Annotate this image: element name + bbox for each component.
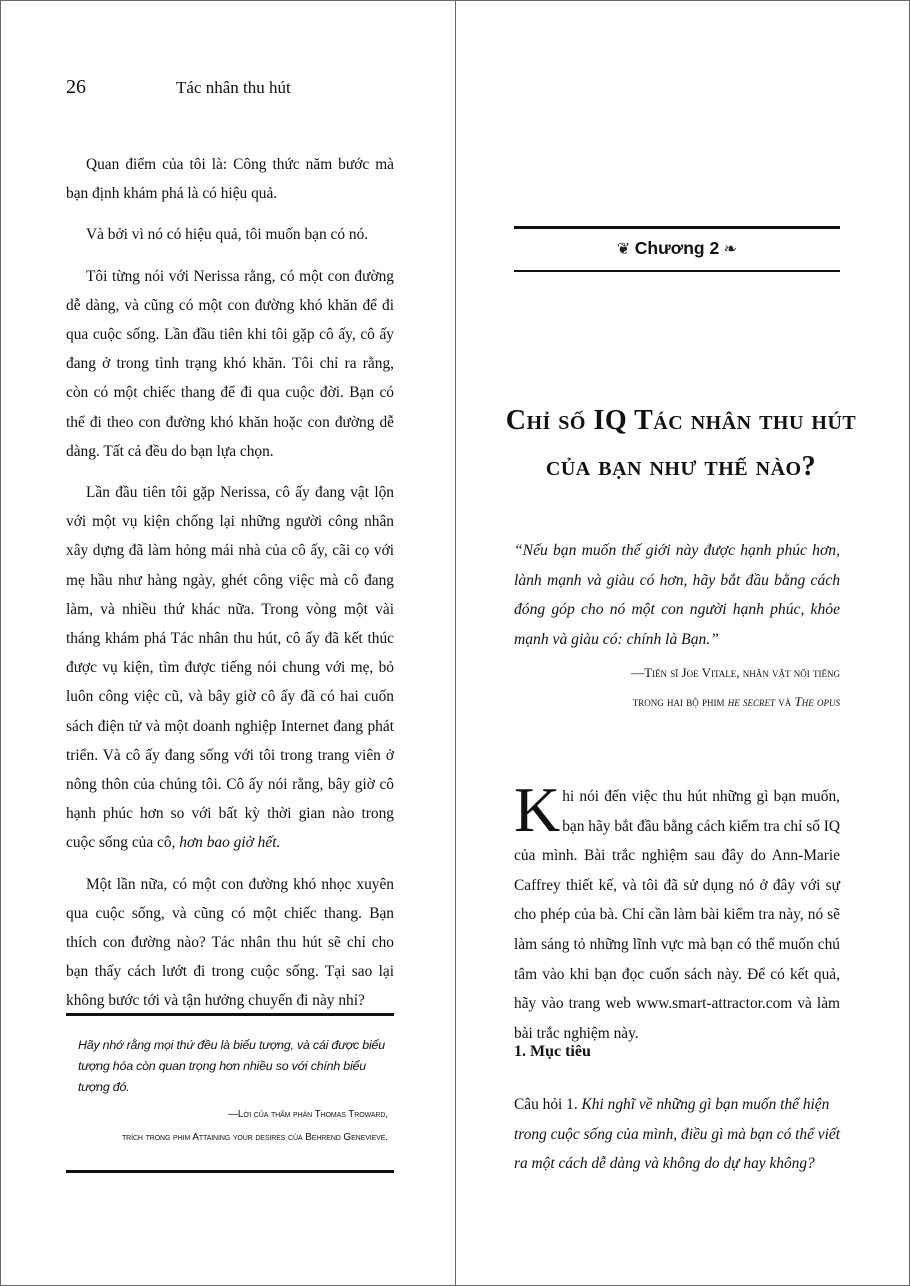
quote-attribution <box>122 1103 388 1149</box>
epigraph-attribution <box>631 658 840 716</box>
quote-rule-top <box>66 1013 394 1016</box>
body-paragraph: hi nói đến việc thu hút những gì bạn muốn, bạn hãy bắt đầu bằng cách kiểm tra chỉ số IQ của mình. Bài trắc nghiệm sau đây do Ann-Marie Caffrey thiết kế, và tôi đã sử dụng nó ở đây với sự cho phép của bà. Chỉ cần làm bài kiểm tra này, nó sẽ làm sáng tỏ những lĩnh vực mà bạn có thể muốn chú tâm vào khi bạn đọc cuốn sách này. Để có kết quả, hãy vào trang web www.smart-attractor.com và làm bài trắc nghiệm này. <box>514 788 841 1042</box>
film-title: The opus <box>794 694 840 709</box>
chapter-rule-top <box>514 226 840 229</box>
chapter-rule-bottom <box>514 270 840 272</box>
paragraph-emphasis: hơn bao giờ hết. <box>179 834 281 852</box>
ornament-right-icon: ❧ <box>719 241 738 258</box>
left-body-text <box>66 150 394 1028</box>
question-text: Khi nghĩ về những gì bạn muốn thể hiện trong cuộc sống của mình, điều gì mà bạn có thể viết ra một cách dễ dàng và không do dự hay không? <box>514 1096 840 1173</box>
question-1 <box>514 1090 840 1179</box>
paragraph: Một lần nữa, có một con đường khó nhọc xuyên qua cuộc sống, và cũng có một chiếc thang. Bạn thích con đường nào? Tác nhân thu hút sẽ chỉ cho bạn thấy cách lướt đi trong cuộc sống. Tại sao lại không bước tới và tận hưởng chuyến đi này nhỉ? <box>66 875 394 1010</box>
chapter-band <box>514 226 840 276</box>
running-title: Tác nhân thu hút <box>176 78 291 97</box>
attr-text: và <box>775 694 795 709</box>
chapter-label-text: Chương 2 <box>634 238 720 258</box>
paragraph: Tôi từng nói với Nerissa rằng, có một con đường dễ dàng, và cũng có một con đường khó khăn để đi qua cuộc sống. Lần đầu tiên khi tôi gặp cô ấy, cô ấy đang ở trong tình trạng khó khăn. Tôi chỉ ra rằng, còn có một chiếc thang để đi qua cuộc đời. Bạn có thể đi theo con đường khó khăn hoặc con đường dễ dàng. Tất cả đều do bạn lựa chọn. <box>66 267 394 460</box>
quote-attribution-line: trích trong phim Attaining your desires của Behrend Genevieve. <box>122 1132 388 1143</box>
chapter-title <box>496 398 866 490</box>
quote-attribution-line: —Lời của thẩm phán Thomas Troward, <box>228 1109 388 1120</box>
chapter-label <box>514 238 840 259</box>
quote-rule-bottom <box>66 1170 394 1173</box>
quote-text: Hãy nhớ rằng mọi thứ đều là biểu tượng, và cái được biểu tượng hóa còn quan trọng hơn nhiều so với chính biểu tượng đó. <box>78 1038 385 1094</box>
ornament-left-icon: ❦ <box>616 241 635 258</box>
attr-text: trong hai bộ phim <box>632 694 728 709</box>
epigraph-attribution-line <box>631 687 840 716</box>
epigraph: “Nếu bạn muốn thế giới này được hạnh phúc hơn, lành mạnh và giàu có hơn, hãy bắt đầu bằng cách đóng góp cho nó một con người hạnh phúc, khỏe mạnh và giàu có: chính là Bạn.” <box>514 542 840 648</box>
chapter-title-line: của bạn như thế nào? <box>545 451 817 482</box>
paragraph-text: Lần đầu tiên tôi gặp Nerissa, cô ấy đang vật lộn với một vụ kiện chống lại những người công nhân xây dựng đã làm hỏng mái nhà của cô ấy, cãi cọ với mẹ hầu như hàng ngày, ghét công việc mà cô đang làm, và nhiều thứ khác nữa. Trong vòng một vài tháng khám phá Tác nhân thu hút, cô ấy đã kết thúc được vụ kiện, tìm được tiếng nói chung với mẹ, bỏ luôn công việc cũ, và bây giờ cô ấy đã có hai cuốn sách điện tử và một doanh nghiệp Internet đang phát triển. Và cô ấy đang sống với tôi trong trang viên ở nông thôn của chúng tôi. Cô ấy nói rằng, bây giờ cô hạnh phúc hơn so với bất kỳ thời gian nào trong cuộc sống của cô, <box>66 484 394 852</box>
paragraph: Quan điểm của tôi là: Công thức năm bước mà bạn định khám phá là có hiệu quả. <box>66 156 394 203</box>
question-label: Câu hỏi 1. <box>514 1096 582 1113</box>
boxed-quote <box>66 1013 394 1173</box>
epigraph-attribution-line: —Tiến sĩ Joe Vitale, nhân vật nổi tiếng <box>631 665 840 680</box>
paragraph <box>66 478 394 858</box>
film-title: he secret <box>727 694 776 709</box>
chapter-title-line: Chỉ số IQ Tác nhân thu hút <box>505 405 857 436</box>
right-page <box>456 0 910 1286</box>
right-body-text <box>514 774 841 1048</box>
drop-cap: K <box>514 774 561 845</box>
section-heading: 1. Mục tiêu <box>514 1043 591 1060</box>
paragraph: Và bởi vì nó có hiệu quả, tôi muốn bạn có nó. <box>86 226 369 244</box>
page-number: 26 <box>66 76 86 98</box>
